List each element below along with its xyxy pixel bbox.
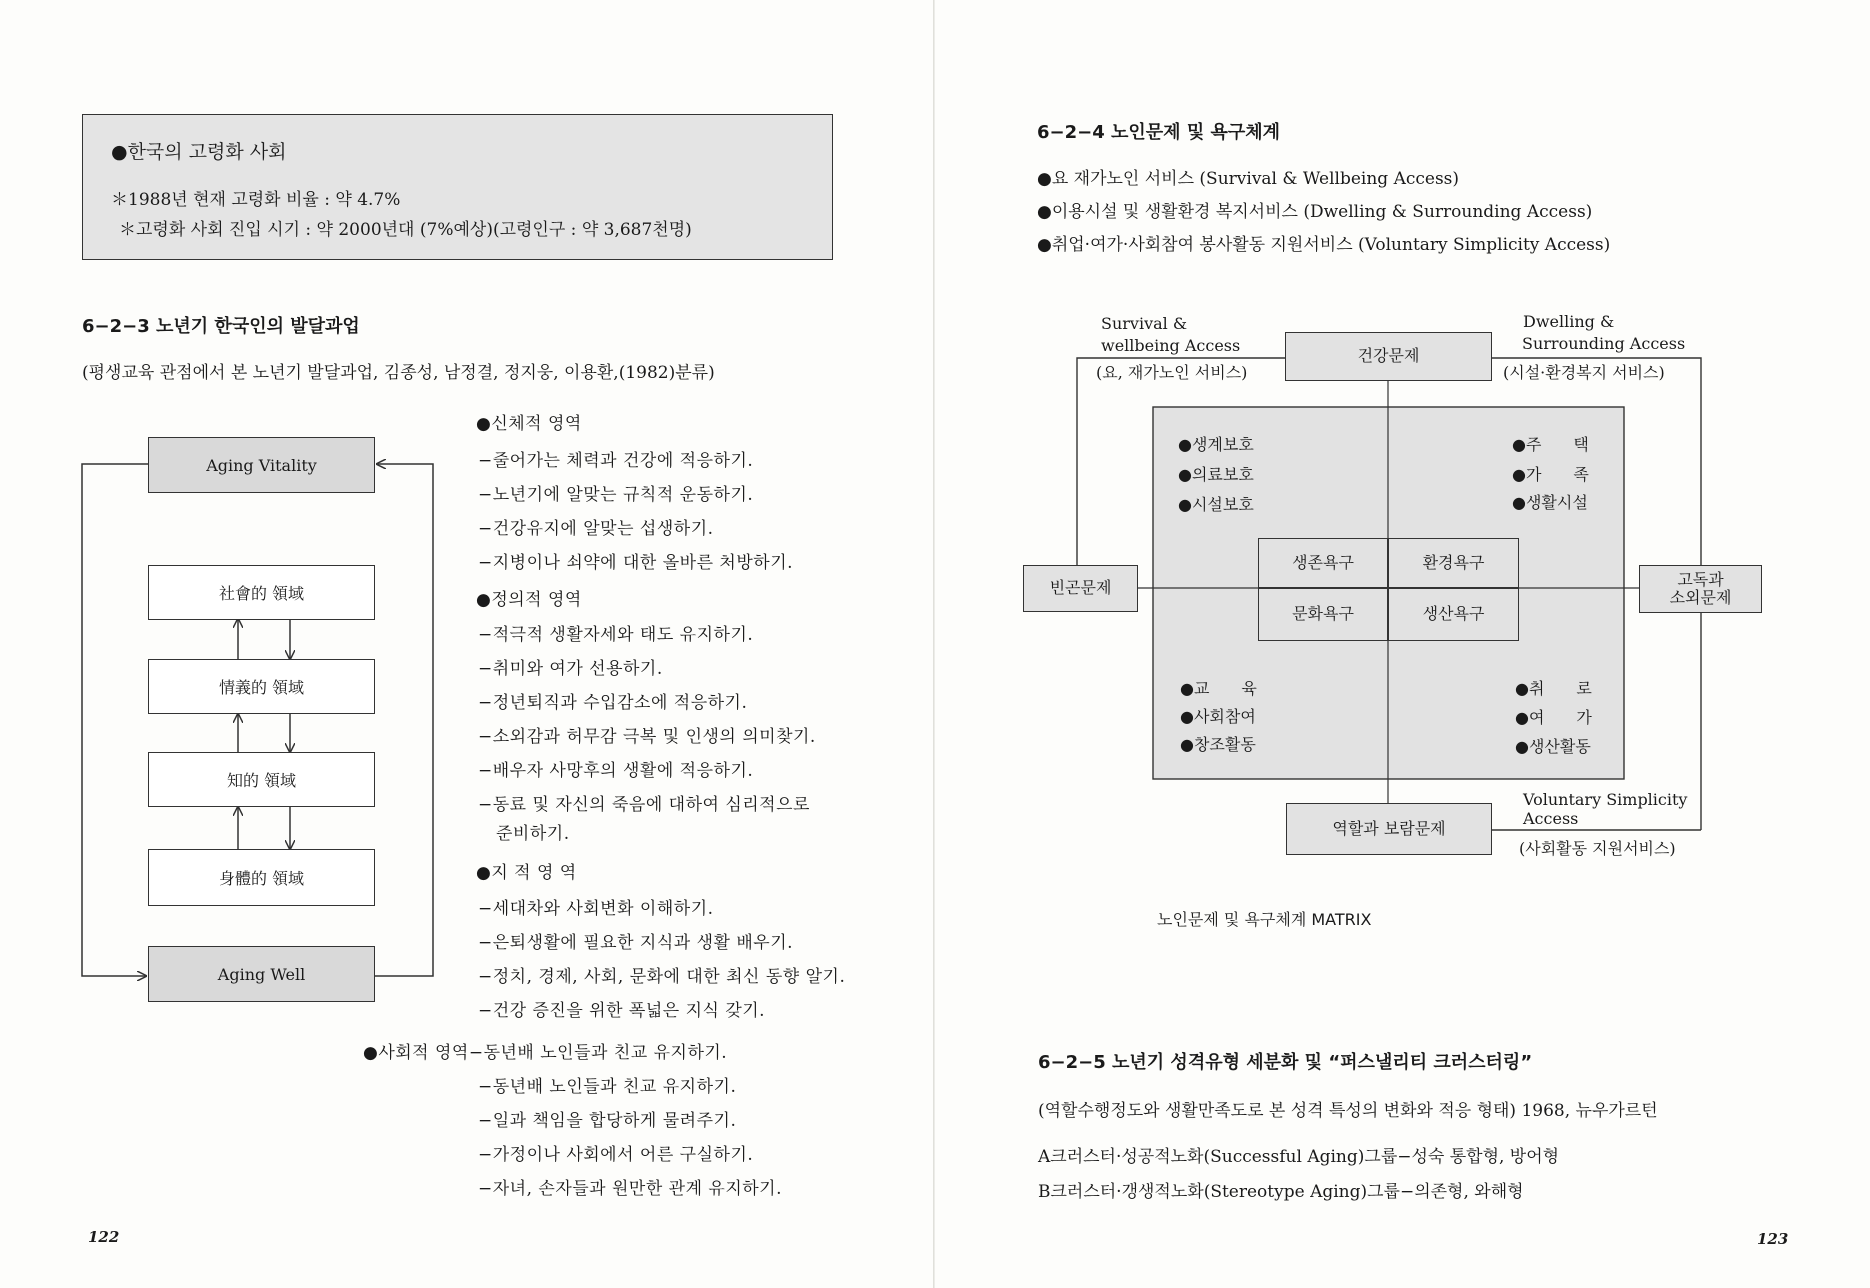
list-item: −동년배 노인들과 친교 유지하기. bbox=[478, 1077, 737, 1097]
matrix-item: ●창조활동 bbox=[1180, 735, 1256, 754]
dwelling-korean-label: (시설·환경복지 서비스) bbox=[1503, 363, 1665, 382]
list-item: −건강유지에 알맞는 섭생하기. bbox=[478, 519, 714, 539]
list-item: −취미와 여가 선용하기. bbox=[478, 659, 663, 679]
social-domain-box: 社會的 領域 bbox=[148, 565, 375, 620]
matrix-item: ●시설보호 bbox=[1178, 495, 1254, 514]
list-item: −정치, 경제, 사회, 문화에 대한 최신 동향 알기. bbox=[478, 967, 846, 987]
survival-need-box: 생존욕구 bbox=[1258, 538, 1388, 588]
loneliness-line-2: 소외문제 bbox=[1669, 588, 1732, 607]
aging-vitality-box: Aging Vitality bbox=[148, 437, 375, 493]
bullet-item: ●이용시설 및 생활환경 복지서비스 (Dwelling & Surrounding Access) bbox=[1037, 202, 1593, 222]
section-subtitle-6-2-3: (평생교육 관점에서 본 노년기 발달과업, 김종성, 남정결, 정지웅, 이용환,(1982)분류) bbox=[82, 363, 715, 383]
matrix-item: ●교 육 bbox=[1180, 679, 1257, 698]
list-item: −정년퇴직과 수입감소에 적응하기. bbox=[478, 693, 748, 713]
section-heading-6-2-3: 6−2−3 노년기 한국인의 발달과업 bbox=[82, 316, 360, 337]
outer-loop-right bbox=[373, 464, 433, 976]
matrix-item: ●주 택 bbox=[1512, 435, 1589, 454]
social-domain-heading: ●사회적 영역−동년배 노인들과 친교 유지하기. bbox=[363, 1043, 728, 1063]
bullet-item: ●취업·여가·사회참여 봉사활동 지원서비스 (Voluntary Simplicity Access) bbox=[1037, 235, 1611, 255]
list-item: −노년기에 알맞는 규칙적 운동하기. bbox=[478, 485, 754, 505]
list-item: −소외감과 허무감 극복 및 인생의 의미찾기. bbox=[478, 727, 816, 747]
matrix-item: ●여 가 bbox=[1515, 708, 1592, 727]
matrix-item: ●사회참여 bbox=[1180, 707, 1256, 726]
box-line-1: ＊1988년 현재 고령화 비율 : 약 4.7% bbox=[111, 190, 401, 210]
voluntary-label-2: Access bbox=[1523, 809, 1579, 828]
list-item: ●신체적 영역 bbox=[476, 414, 582, 434]
poverty-problem-box: 빈곤문제 bbox=[1023, 565, 1138, 612]
environment-need-box: 환경욕구 bbox=[1388, 538, 1519, 588]
aging-well-box: Aging Well bbox=[148, 946, 375, 1002]
production-need-box: 생산욕구 bbox=[1388, 588, 1519, 641]
list-item: −세대차와 사회변화 이해하기. bbox=[478, 899, 714, 919]
page-number-right: 123 bbox=[1757, 1230, 1789, 1248]
matrix-item: ●취 로 bbox=[1515, 679, 1592, 698]
voluntary-label-1: Voluntary Simplicity bbox=[1523, 790, 1688, 809]
box-line-2: ＊고령화 사회 진입 시기 : 약 2000년대 (7%예상)(고령인구 : 약 3,687천명) bbox=[119, 220, 692, 240]
emotional-domain-box: 情義的 領域 bbox=[148, 659, 375, 714]
dwelling-label-1: Dwelling & bbox=[1523, 312, 1615, 331]
survival-korean-label: (요, 재가노인 서비스) bbox=[1096, 363, 1248, 382]
box-title: ●한국의 고령화 사회 bbox=[111, 141, 287, 163]
right-page bbox=[935, 0, 1870, 1288]
role-problem-box: 역할과 보람문제 bbox=[1286, 803, 1492, 855]
matrix-caption: 노인문제 및 욕구체계 MATRIX bbox=[1157, 910, 1372, 929]
list-item: −배우자 사망후의 생활에 적응하기. bbox=[478, 761, 754, 781]
outer-loop-left bbox=[82, 464, 148, 976]
loneliness-problem-box bbox=[1639, 565, 1762, 613]
matrix-item: ●의료보호 bbox=[1178, 465, 1254, 484]
list-item: −건강 증진을 위한 폭넓은 지식 갖기. bbox=[478, 1001, 766, 1021]
loneliness-line-1: 고독과 bbox=[1677, 569, 1724, 589]
cluster-a-line: A크러스터·성공적노화(Successful Aging)그룹−성숙 통합형, 방어형 bbox=[1038, 1147, 1560, 1167]
survival-label-1: Survival & bbox=[1101, 314, 1188, 333]
list-item: ●지 적 영 역 bbox=[476, 863, 577, 883]
list-item: 준비하기. bbox=[496, 824, 570, 844]
list-item: −적극적 생활자세와 태도 유지하기. bbox=[478, 625, 754, 645]
matrix-item: ●가 족 bbox=[1512, 465, 1589, 484]
bullet-item: ●요 재가노인 서비스 (Survival & Wellbeing Access) bbox=[1037, 169, 1460, 189]
survival-label-2: wellbeing Access bbox=[1101, 336, 1241, 355]
section-subtitle-6-2-5: (역할수행정도와 생활만족도로 본 성격 특성의 변화와 적응 형태) 1968, 뉴우가르턴 bbox=[1038, 1101, 1658, 1121]
section-heading-6-2-4: 6−2−4 노인문제 및 욕구체계 bbox=[1037, 122, 1281, 143]
list-item: −가정이나 사회에서 어른 구실하기. bbox=[478, 1145, 754, 1165]
section-heading-6-2-5: 6−2−5 노년기 성격유형 세분화 및 “퍼스낼리티 크러스터링” bbox=[1038, 1052, 1533, 1073]
list-item: −자녀, 손자들과 원만한 관계 유지하기. bbox=[478, 1179, 782, 1199]
matrix-item: ●생산활동 bbox=[1515, 737, 1591, 756]
list-item: ●정의적 영역 bbox=[476, 590, 582, 610]
physical-domain-box: 身體的 領域 bbox=[148, 849, 375, 906]
list-item: −줄어가는 체력과 건강에 적응하기. bbox=[478, 451, 754, 471]
list-item: −은퇴생활에 필요한 지식과 생활 배우기. bbox=[478, 933, 794, 953]
dwelling-label-2: Surrounding Access bbox=[1522, 334, 1686, 353]
list-item: −일과 책임을 합당하게 물려주기. bbox=[478, 1111, 737, 1131]
voluntary-korean-label: (사회활동 지원서비스) bbox=[1519, 839, 1676, 858]
matrix-item: ●생활시설 bbox=[1512, 493, 1588, 512]
culture-need-box: 문화욕구 bbox=[1258, 588, 1388, 641]
matrix-item: ●생계보호 bbox=[1178, 435, 1254, 454]
intellectual-domain-box: 知的 領域 bbox=[148, 752, 375, 807]
cluster-b-line: B크러스터·갱생적노화(Stereotype Aging)그룹−의존형, 와해형 bbox=[1038, 1182, 1524, 1202]
list-item: −동료 및 자신의 죽음에 대하여 심리적으로 bbox=[478, 795, 810, 815]
health-problem-box: 건강문제 bbox=[1285, 332, 1492, 381]
page-number-left: 122 bbox=[88, 1228, 120, 1246]
needs-matrix-lines bbox=[935, 0, 1870, 1288]
list-item: −지병이나 쇠약에 대한 올바른 처방하기. bbox=[478, 553, 794, 573]
